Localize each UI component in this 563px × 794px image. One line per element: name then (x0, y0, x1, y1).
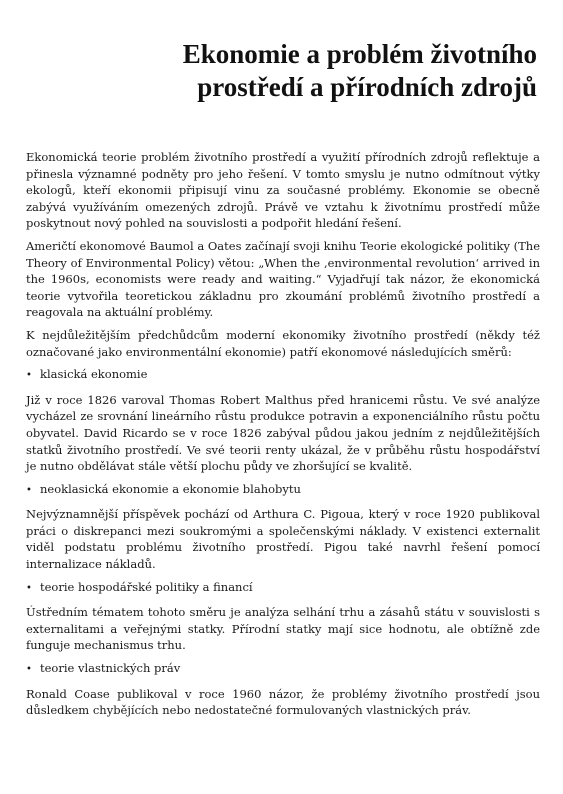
bullet-item-classical (26, 366, 540, 385)
bullet-label: teorie hospodářské politiky a financí (40, 579, 253, 594)
bullet-icon: • (26, 370, 32, 382)
paragraph-market-failure: Ústředním tématem tohoto směru je analýza selhání trhu a zásahů státu v souvislosti s externalitami a veřejnými statky. Přírodní statky mají sice hodnotu, ale obtížně zde funguje mechanismus trhu. (26, 605, 540, 653)
page-title (57, 38, 537, 104)
paragraph-coase: Ronald Coase publikoval v roce 1960 názor, že problémy životního prostředí jsou důsledkem chybějících nebo nedostatečné formulovaných vlastnických práv. (26, 686, 540, 718)
paragraph-pigou: Nejvýznamnější příspěvek pochází od Arthura C. Pigoua, který v roce 1920 publikoval práci o diskrepanci mezi soukromými a společenskými náklady. V existenci externalit viděl podstatu problému životního prostředí. Pigou také navrhl řešení pomocí internalizace nákladů. (26, 507, 540, 572)
bullet-label: neoklasická ekonomie a ekonomie blahobytu (40, 481, 301, 496)
bullet-item-property-rights (26, 660, 540, 679)
bullet-icon: • (26, 484, 32, 496)
bullet-icon: • (26, 664, 32, 676)
paragraph-baumol-oates: Američtí ekonomové Baumol a Oates začínají svoji knihu Teorie ekologické politiky (The Theory of Environmental Policy) větou: „When the ‚environmental revolution‘ arrived in the 1960s, economists were ready and waiting.“ Vyjadřují tak názor, že ekonomická teorie vytvořila teoretickou základnu pro zkoumání problémů životního prostředí a reagovala na aktuální problémy. (26, 238, 540, 320)
document-body (26, 149, 540, 725)
bullet-label: klasická ekonomie (40, 367, 148, 382)
bullet-icon: • (26, 582, 32, 594)
paragraph-intro: Ekonomická teorie problém životního prostředí a využití přírodních zdrojů reflektuje a přinesla významné podněty pro jeho řešení. V tomto smyslu je nutno odmítnout výtky ekologů, kteří ekonomii připisují vinu za současné problémy. Ekonomie se obecně zabývá využíváním omezených zdrojů. Právě ve vztahu k životnímu prostředí může poskytnout nový pohled na souvislosti a podpořit hledání řešení. (26, 150, 540, 231)
bullet-item-economic-policy (26, 579, 540, 598)
page-title-line-2: prostředí a přírodních zdrojů (197, 72, 537, 102)
paragraph-malthus-ricardo: Již v roce 1826 varoval Thomas Robert Malthus před hranicemi růstu. Ve své analýze vycházel ze srovnání lineárního růstu produkce potravin a exponenciálního růstu počtu obyvatel. David Ricardo se v roce 1826 zabýval půdou jakou jedním z nejdůležitějších statků životního prostředí. Ve své teorii renty ukázal, že v průběhu růstu hospodářství je nutno obdělávat stále větší plochu půdy ve zhoršující se kvalitě. (26, 392, 540, 474)
page-title-line-1: Ekonomie a problém životního (182, 39, 537, 69)
bullet-item-neoclassical (26, 481, 540, 500)
bullet-label: teorie vlastnických práv (40, 661, 181, 676)
paragraph-predecessors: K nejdůležitějším předchůdcům moderní ekonomiky životního prostředí (někdy též označované jako environmentální ekonomie) patří ekonomové následujících směrů: (26, 327, 540, 359)
